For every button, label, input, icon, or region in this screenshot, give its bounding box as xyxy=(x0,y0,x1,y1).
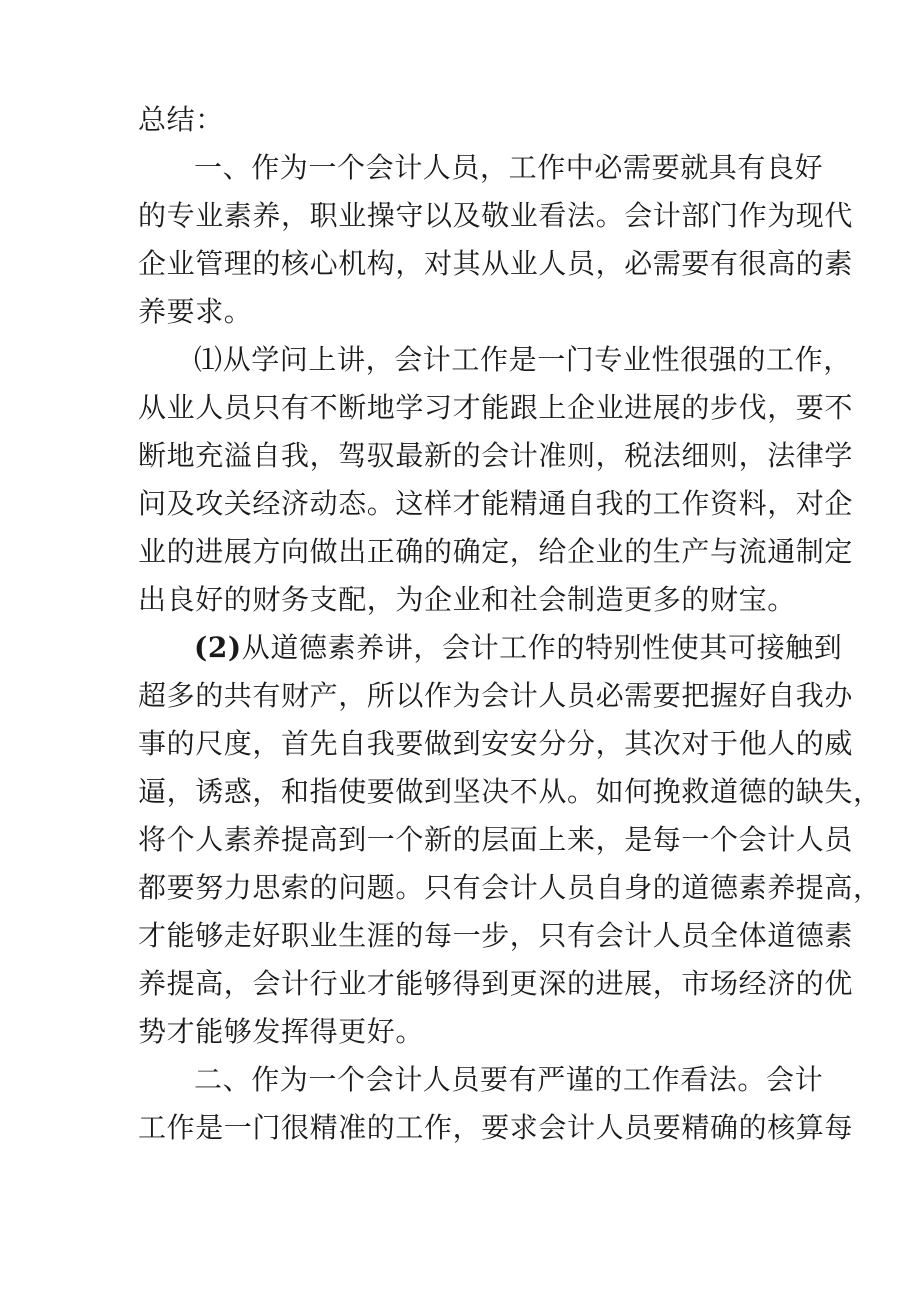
paragraph-2-line-1: ⑴从学问上讲，会计工作是一门专业性很强的工作， xyxy=(194,343,852,376)
paragraph-1-line-2: 的专业素养，职业操守以及敬业看法。会计部门作为现代 xyxy=(138,199,854,232)
paragraph-2 xyxy=(138,336,854,624)
paragraph-3-line-9: 势才能够发挥得更好。 xyxy=(138,1015,425,1048)
paragraph-2-line-3: 断地充溢自我，驾驭最新的会计准则，税法细则，法律学 xyxy=(138,439,854,472)
paragraph-3-line-2: 超多的共有财产，所以作为会计人员必需要把握好自我办 xyxy=(138,679,854,712)
paragraph-1 xyxy=(138,144,854,336)
paragraph-1-line-3: 企业管理的核心机构，对其从业人员，必需要有很高的素 xyxy=(138,247,854,280)
paragraph-1-line-1: 一、作为一个会计人员，工作中必需要就具有良好 xyxy=(194,151,824,184)
paragraph-3-line-3: 事的尺度，首先自我要做到安安分分，其次对于他人的威 xyxy=(138,727,854,760)
paragraph-3-line-4: 逼，诱惑，和指使要做到坚决不从。如何挽救道德的缺失， xyxy=(138,775,882,808)
paragraph-3-first-text: 从道德素养讲，会计工作的特别性使其可接触到 xyxy=(241,631,843,664)
paragraph-2-line-6: 出良好的财务支配，为企业和社会制造更多的财宝。 xyxy=(138,583,796,616)
paragraph-3-line-6: 都要努力思索的问题。只有会计人员自身的道德素养提高， xyxy=(138,871,882,904)
paragraph-2-line-5: 业的进展方向做出正确的确定，给企业的生产与流通制定 xyxy=(138,535,854,568)
paragraph-3-line-7: 才能够走好职业生涯的每一步，只有会计人员全体道德素 xyxy=(138,919,854,952)
paragraph-3-line-1 xyxy=(138,624,843,672)
document-page xyxy=(138,96,882,1152)
paragraph-1-line-4: 养要求。 xyxy=(138,295,253,328)
paragraph-4 xyxy=(138,1056,854,1152)
paragraph-2-line-2: 从业人员只有不断地学习才能跟上企业进展的步伐，要不 xyxy=(138,391,854,424)
summary-heading: 总结： xyxy=(138,103,224,136)
paragraph-4-line-2: 工作是一门很精准的工作，要求会计人员要精确的核算每 xyxy=(138,1111,854,1144)
paragraph-4-line-1: 二、作为一个会计人员要有严谨的工作看法。会计 xyxy=(194,1063,824,1096)
paragraph-3-marker: (2) xyxy=(194,631,242,664)
paragraph-3-line-5: 将个人素养提高到一个新的层面上来，是每一个会计人员 xyxy=(138,823,854,856)
paragraph-3-line-8: 养提高，会计行业才能够得到更深的进展，市场经济的优 xyxy=(138,967,854,1000)
paragraph-3 xyxy=(138,624,882,1056)
paragraph-2-line-4: 问及攻关经济动态。这样才能精通自我的工作资料，对企 xyxy=(138,487,854,520)
